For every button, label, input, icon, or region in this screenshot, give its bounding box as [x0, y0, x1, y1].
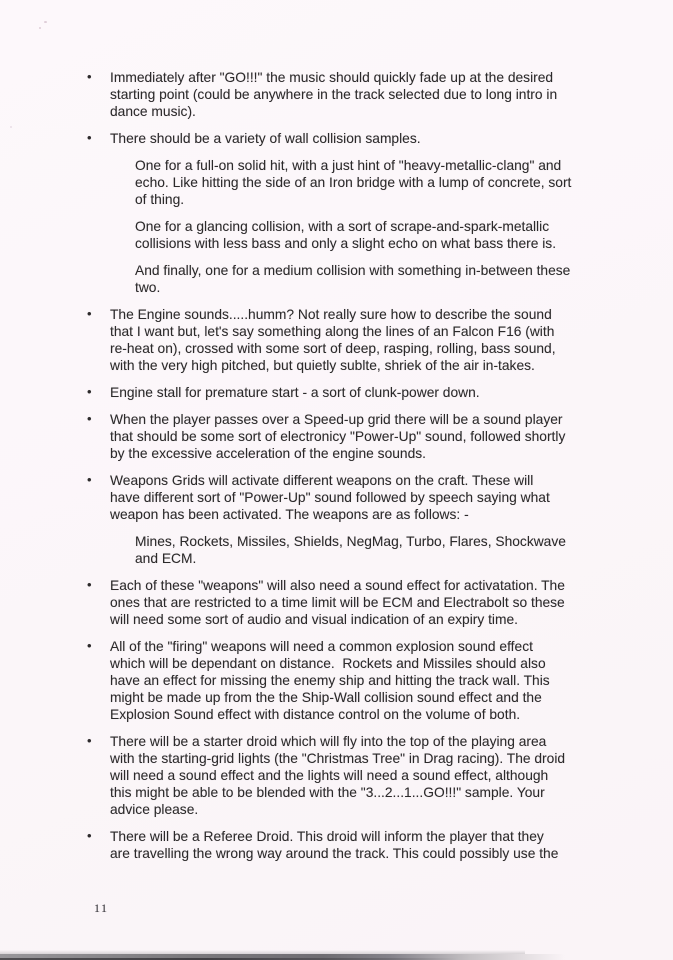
text-line: When the player passes over a Speed-up grid there will be a sound player: [110, 412, 563, 427]
bullet-item: [87, 411, 673, 462]
bullet-item: [87, 69, 673, 120]
bullet-item: [87, 638, 673, 723]
bullet-icon: •: [87, 472, 92, 487]
bullet-icon: •: [87, 733, 92, 748]
bullet-icon: •: [87, 306, 92, 321]
sub-paragraph: [135, 157, 673, 208]
bullet-item: [87, 472, 673, 523]
text-line: this might be able to be blended with the "3...2...1...GO!!!" sample. Your: [110, 785, 545, 800]
text-line: dance music).: [110, 104, 196, 119]
text-line: that I want but, let's say something along the lines of an Falcon F16 (with: [110, 324, 555, 339]
text-line: One for a full-on solid hit, with a just hint of "heavy-metallic-clang" and: [135, 158, 562, 173]
text-line: with the very high pitched, but quietly sublte, shriek of the air in-takes.: [110, 358, 535, 373]
text-line: of thing.: [135, 192, 185, 207]
sub-paragraph: [135, 218, 673, 252]
text-line: Explosion Sound effect with distance control on the volume of both.: [110, 707, 521, 722]
bullet-icon: •: [87, 828, 92, 843]
text-line: two.: [135, 280, 161, 295]
text-line: weapon has been activated. The weapons are as follows: -: [110, 507, 469, 522]
bottom-scan-edge: [0, 954, 673, 960]
text-line: echo. Like hitting the side of an Iron bridge with a lump of concrete, sort: [135, 175, 572, 190]
page-number: 11: [94, 901, 109, 915]
text-line: will need a sound effect and the lights will need a sound effect, although: [110, 768, 549, 783]
text-line: are travelling the wrong way around the track. This could possibly use the: [110, 846, 559, 861]
text-line: One for a glancing collision, with a sort of scrape-and-spark-metallic: [135, 219, 550, 234]
text-line: Mines, Rockets, Missiles, Shields, NegMag, Turbo, Flares, Shockwave: [135, 534, 566, 549]
text-line: Weapons Grids will activate different weapons on the craft. These will: [110, 473, 534, 488]
text-line: All of the "firing" weapons will need a common explosion sound effect: [110, 639, 533, 654]
text-line: There will be a starter droid which will fly into the top of the playing area: [110, 734, 547, 749]
document-body: [0, 69, 673, 872]
bullet-item: [87, 577, 673, 628]
bullet-icon: •: [87, 638, 92, 653]
text-line: Engine stall for premature start - a sort of clunk-power down.: [110, 385, 480, 400]
text-line: by the excessive acceleration of the engine sounds.: [110, 446, 426, 461]
bullet-icon: •: [87, 384, 92, 399]
text-line: and ECM.: [135, 551, 197, 566]
text-line: There should be a variety of wall collision samples.: [110, 131, 421, 146]
bullet-item: [87, 130, 673, 147]
text-line: Each of these "weapons" will also need a sound effect for activatation. The: [110, 578, 565, 593]
bullet-icon: •: [87, 411, 92, 426]
text-line: advice please.: [110, 802, 199, 817]
text-line: There will be a Referee Droid. This droid will inform the player that they: [110, 829, 544, 844]
text-line: ones that are restricted to a time limit will be ECM and Electrabolt so these: [110, 595, 565, 610]
bullet-icon: •: [87, 69, 92, 84]
bullet-item: [87, 306, 673, 374]
text-line: have different sort of "Power-Up" sound followed by speech saying what: [110, 490, 550, 505]
text-line: might be made up from the the Ship-Wall collision sound effect and the: [110, 690, 542, 705]
text-line: Immediately after "GO!!!" the music should quickly fade up at the desired: [110, 70, 554, 85]
text-line: re-heat on), crossed with some sort of deep, rasping, rolling, bass sound,: [110, 341, 556, 356]
scan-speck: [44, 21, 47, 23]
sub-paragraph: [135, 533, 673, 567]
text-line: collisions with less bass and only a slight echo on what bass there is.: [135, 236, 557, 251]
text-line: And finally, one for a medium collision with something in-between these: [135, 263, 571, 278]
sub-paragraph: [135, 262, 673, 296]
bullet-item: [87, 384, 673, 401]
text-line: have an effect for missing the enemy ship and hitting the track wall. This: [110, 673, 550, 688]
bullet-icon: •: [87, 577, 92, 592]
bullet-item: [87, 828, 673, 862]
text-line: which will be dependant on distance. Rockets and Missiles should also: [110, 656, 546, 671]
text-line: that should be some sort of electronicy "Power-Up" sound, followed shortly: [110, 429, 566, 444]
text-line: will need some sort of audio and visual indication of an expiry time.: [110, 612, 518, 627]
bullet-icon: •: [87, 130, 92, 145]
text-line: The Engine sounds.....humm? Not really sure how to describe the sound: [110, 307, 552, 322]
scan-speck: [39, 27, 41, 29]
text-line: with the starting-grid lights (the "Christmas Tree" in Drag racing). The droid: [110, 751, 566, 766]
bullet-item: [87, 733, 673, 818]
text-line: starting point (could be anywhere in the track selected due to long intro in: [110, 87, 558, 102]
